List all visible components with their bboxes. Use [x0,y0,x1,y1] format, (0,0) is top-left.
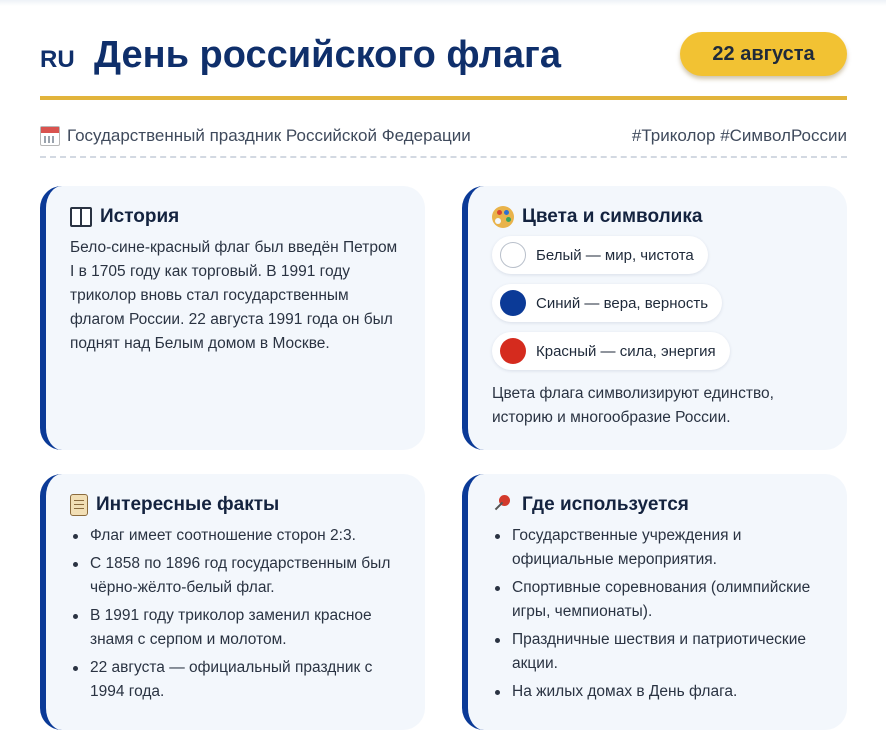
palette-icon [492,206,514,228]
swatch-list [492,236,825,380]
list-item: Спортивные соревнования (олимпийские игры, чемпионаты). [492,576,825,624]
list-item: С 1858 по 1896 год государственным был чёрно-жёлто-белый флаг. [70,552,403,600]
list-item: 22 августа — официальный праздник с 1994 года. [70,656,403,704]
facts-card [40,474,425,730]
history-title: История [100,206,180,227]
history-card-title [70,206,403,228]
list-item: На жилых домах в День флага. [492,680,825,704]
swatch-blue [492,284,722,322]
scroll-icon [70,494,88,516]
swatch-label: Синий — вера, верность [536,294,709,312]
colors-text: Цвета флага символизируют единство, историю и многообразие России. [492,385,774,426]
usage-card [462,474,847,730]
list-item: Государственные учреждения и официальные мероприятия. [492,524,825,572]
calendar-icon [40,126,60,146]
swatch-white [492,236,708,274]
blue-dot [500,290,526,316]
facts-title: Интересные факты [96,494,280,515]
page-title: День российского флага [94,34,561,76]
colors-card-title [492,206,825,228]
list-item: Флаг имеет соотношение сторон 2:3. [70,524,403,548]
subtitle-bar [40,116,847,158]
usage-title: Где используется [522,494,689,515]
subtitle [40,126,471,146]
page-header [40,30,847,100]
usage-list [492,524,825,704]
history-card [40,186,425,450]
date-badge: 22 августа [680,32,847,76]
pushpin-icon [492,494,514,516]
subtitle-text: Государственный праздник Российской Федерации [67,126,471,145]
swatch-label: Красный — сила, энергия [536,342,716,360]
usage-card-title [492,494,825,516]
history-text: Бело-сине-красный флаг был введён Петром I в 1705 году как торговый. В 1991 году триколор вновь стал государственным флагом России. 22 августа 1991 года он был поднят над Белым домом в Москве. [70,239,398,352]
book-icon [70,207,92,227]
red-dot [500,338,526,364]
list-item: Праздничные шествия и патриотические акции. [492,628,825,676]
facts-card-title [70,494,403,516]
hashtags: #Триколор #СимволРоссии [631,126,847,145]
white-dot [500,242,526,268]
swatch-red [492,332,730,370]
country-code: RU [40,46,75,73]
facts-list [70,524,403,704]
top-shade [0,0,886,6]
colors-title: Цвета и символика [522,206,703,227]
colors-card [462,186,847,450]
list-item: В 1991 году триколор заменил красное знамя с серпом и молотом. [70,604,403,652]
swatch-label: Белый — мир, чистота [536,246,694,264]
